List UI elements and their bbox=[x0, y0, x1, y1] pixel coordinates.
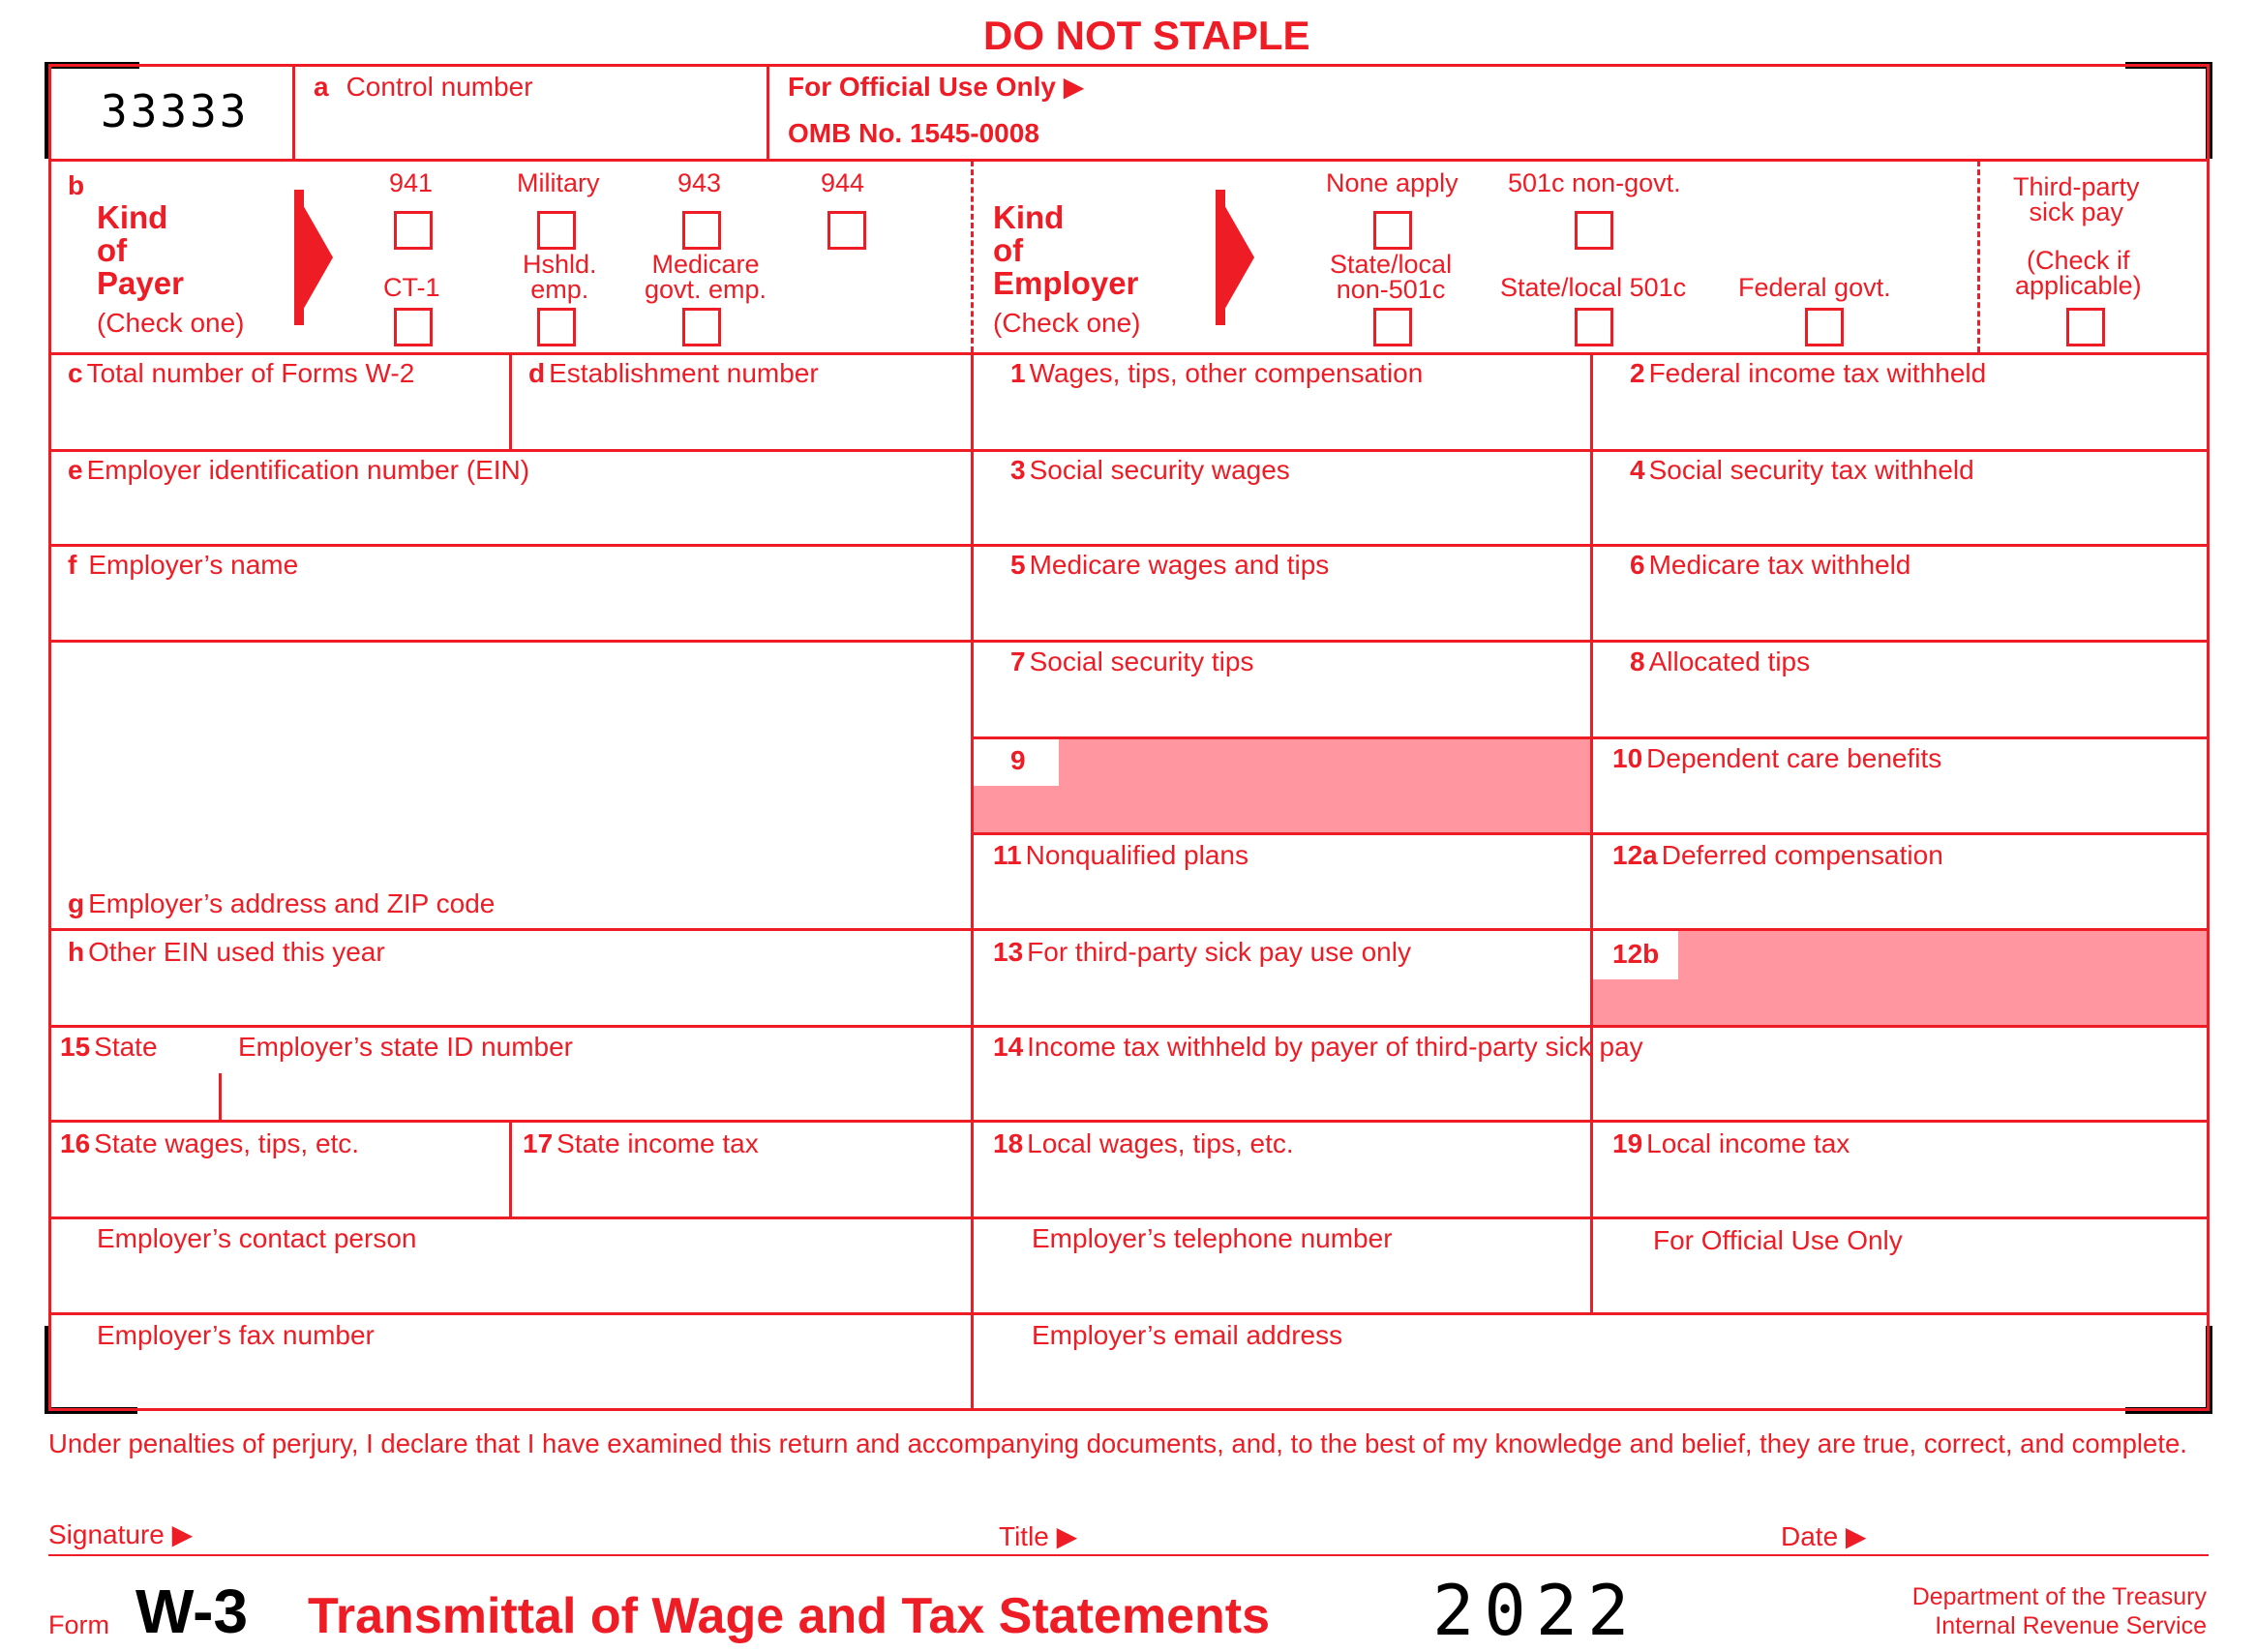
box-14-label: 14 Income tax withheld by payer of third-party sick pay bbox=[993, 1032, 1643, 1062]
contact-person-label: Employer’s contact person bbox=[97, 1223, 417, 1253]
telephone-label: Employer’s telephone number bbox=[1032, 1223, 1393, 1253]
date-label: Date ▶ bbox=[1781, 1521, 1867, 1551]
state-id-field[interactable] bbox=[225, 1065, 968, 1119]
omb-number: OMB No. 1545-0008 bbox=[788, 118, 1039, 148]
tax-year: 2022 bbox=[1432, 1570, 1639, 1651]
employer-check-one: (Check one) bbox=[993, 308, 1141, 338]
box-5-field[interactable] bbox=[976, 583, 1587, 639]
contact-person-field[interactable] bbox=[52, 1256, 968, 1310]
box-16-field[interactable] bbox=[52, 1161, 507, 1216]
employer-501c-label: 501c non-govt. bbox=[1508, 168, 1681, 197]
box-8-field[interactable] bbox=[1595, 679, 2205, 736]
payer-check-one: (Check one) bbox=[97, 308, 245, 338]
treasury-dept: Department of the Treasury bbox=[1911, 1583, 2207, 1610]
third-party-checkbox[interactable] bbox=[2066, 308, 2105, 346]
form-number: W-3 bbox=[135, 1577, 249, 1646]
date-field[interactable] bbox=[1868, 1510, 2207, 1550]
box-c-label: c Total number of Forms W-2 bbox=[68, 358, 415, 388]
box-d-field[interactable] bbox=[513, 391, 968, 447]
box-17-field[interactable] bbox=[513, 1161, 968, 1216]
box-16-label: 16 State wages, tips, etc. bbox=[60, 1128, 360, 1158]
payer-944-checkbox[interactable] bbox=[827, 211, 866, 250]
box-g-field[interactable] bbox=[52, 645, 968, 886]
box-15-label: 15 State bbox=[60, 1032, 158, 1062]
title-field[interactable] bbox=[1094, 1510, 1771, 1550]
payer-941-label: 941 bbox=[389, 168, 434, 197]
box-2-field[interactable] bbox=[1595, 391, 2205, 447]
telephone-field[interactable] bbox=[976, 1256, 1587, 1310]
employer-none-label: None apply bbox=[1326, 168, 1459, 197]
employer-state-label: State/local non-501c bbox=[1330, 250, 1453, 304]
box-d-label: d Establishment number bbox=[528, 358, 819, 388]
box-4-label: 4 Social security tax withheld bbox=[1630, 455, 1974, 485]
box-f-field[interactable] bbox=[52, 583, 968, 639]
box-18-field[interactable] bbox=[976, 1161, 1587, 1216]
box-18-label: 18 Local wages, tips, etc. bbox=[993, 1128, 1294, 1158]
perjury-statement: Under penalties of perjury, I declare that I have examined this return and accompanying documents, and, to the best of my knowledge and belief, they are true, correct, and complete. bbox=[48, 1428, 2187, 1458]
box-11-field[interactable] bbox=[976, 873, 1587, 927]
form-word: Form bbox=[48, 1610, 109, 1639]
box-13-label: 13 For third-party sick pay use only bbox=[993, 937, 1411, 967]
box-12b-label: 12b bbox=[1612, 939, 1660, 969]
employer-state-checkbox[interactable] bbox=[1373, 308, 1412, 346]
box-9-label: 9 bbox=[1010, 745, 1026, 775]
box-19-label: 19 Local income tax bbox=[1612, 1128, 1850, 1158]
box-4-field[interactable] bbox=[1595, 488, 2205, 542]
box-c-field[interactable] bbox=[52, 391, 507, 447]
box-h-field[interactable] bbox=[52, 970, 968, 1024]
signature-field[interactable] bbox=[203, 1510, 978, 1550]
box-7-field[interactable] bbox=[976, 679, 1587, 736]
box-17-label: 17 State income tax bbox=[523, 1128, 759, 1158]
box-b-letter: b bbox=[68, 170, 85, 200]
form-code: 33333 bbox=[101, 85, 250, 137]
signature-label: Signature ▶ bbox=[48, 1519, 194, 1549]
email-field[interactable] bbox=[976, 1353, 2205, 1407]
box-1-label: 1 Wages, tips, other compensation bbox=[1010, 358, 1424, 388]
employer-arrow-body bbox=[1216, 190, 1225, 325]
box-3-field[interactable] bbox=[976, 488, 1587, 542]
kind-of-employer-heading: Kind of Employer bbox=[993, 199, 1139, 301]
payer-military-checkbox[interactable] bbox=[537, 211, 576, 250]
box-15-field[interactable] bbox=[52, 1065, 217, 1119]
box-5-label: 5 Medicare wages and tips bbox=[1010, 550, 1330, 580]
do-not-staple-heading: DO NOT STAPLE bbox=[983, 13, 1310, 58]
employer-none-checkbox[interactable] bbox=[1373, 211, 1412, 250]
box-12a-field[interactable] bbox=[1595, 873, 2205, 927]
box-h-label: h Other EIN used this year bbox=[68, 937, 385, 967]
box-f-label: f Employer’s name bbox=[68, 550, 299, 580]
fax-field[interactable] bbox=[52, 1353, 968, 1407]
control-number-label: a Control number bbox=[314, 72, 533, 102]
payer-hshld-checkbox[interactable] bbox=[537, 308, 576, 346]
payer-941-checkbox[interactable] bbox=[394, 211, 433, 250]
employer-501c-checkbox[interactable] bbox=[1575, 211, 1613, 250]
payer-ct1-checkbox[interactable] bbox=[394, 308, 433, 346]
dashed-divider bbox=[971, 161, 974, 352]
box-2-label: 2 Federal income tax withheld bbox=[1630, 358, 1987, 388]
third-party-label: Third-party sick pay bbox=[2013, 172, 2140, 226]
box-14-field[interactable] bbox=[976, 1065, 2205, 1119]
payer-arrow-body bbox=[294, 190, 304, 325]
box-6-field[interactable] bbox=[1595, 583, 2205, 639]
third-party-check-note: (Check if applicable) bbox=[2015, 246, 2142, 300]
payer-944-label: 944 bbox=[821, 168, 865, 197]
box-3-label: 3 Social security wages bbox=[1010, 455, 1290, 485]
employer-state501c-label: State/local 501c bbox=[1500, 273, 1687, 302]
fax-label: Employer’s fax number bbox=[97, 1320, 375, 1350]
box-1-field[interactable] bbox=[976, 391, 1587, 447]
box-10-label: 10 Dependent care benefits bbox=[1612, 743, 1942, 773]
box-e-label: e Employer identification number (EIN) bbox=[68, 455, 530, 485]
box-9-shaded bbox=[974, 739, 1590, 832]
box-e-field[interactable] bbox=[52, 488, 968, 542]
form-title: Transmittal of Wage and Tax Statements bbox=[308, 1588, 1270, 1644]
title-label: Title ▶ bbox=[999, 1521, 1078, 1551]
box-g-label: g Employer’s address and ZIP code bbox=[68, 888, 496, 918]
box-7-label: 7 Social security tips bbox=[1010, 646, 1254, 676]
payer-medicare-checkbox[interactable] bbox=[682, 308, 721, 346]
payer-medicare-label: Medicare govt. emp. bbox=[645, 250, 767, 304]
payer-943-label: 943 bbox=[677, 168, 722, 197]
box-11-label: 11 Nonqualified plans bbox=[993, 840, 1248, 870]
official-use-only-label: For Official Use Only bbox=[1653, 1225, 1903, 1255]
irs-name: Internal Revenue Service bbox=[1935, 1612, 2207, 1639]
employer-federal-label: Federal govt. bbox=[1738, 273, 1891, 302]
employer-state501c-checkbox[interactable] bbox=[1575, 308, 1613, 346]
payer-hshld-label: Hshld. emp. bbox=[523, 250, 597, 304]
email-label: Employer’s email address bbox=[1032, 1320, 1343, 1350]
box-12b-shaded bbox=[1593, 931, 2207, 1025]
payer-military-label: Military bbox=[517, 168, 600, 197]
kind-of-payer-heading: Kind of Payer bbox=[97, 199, 184, 301]
payer-ct1-label: CT-1 bbox=[383, 273, 440, 302]
box-19-field[interactable] bbox=[1595, 1161, 2205, 1216]
state-id-label: Employer’s state ID number bbox=[238, 1032, 573, 1062]
official-use-label: For Official Use Only ▶ bbox=[788, 72, 1085, 102]
employer-federal-checkbox[interactable] bbox=[1805, 308, 1844, 346]
box-10-field[interactable] bbox=[1595, 776, 2205, 830]
box-8-label: 8 Allocated tips bbox=[1630, 646, 1811, 676]
box-13-field[interactable] bbox=[976, 970, 1587, 1024]
control-number-field[interactable] bbox=[296, 105, 765, 157]
box-6-label: 6 Medicare tax withheld bbox=[1630, 550, 1911, 580]
dashed-divider-third-party bbox=[1977, 161, 1980, 352]
payer-943-checkbox[interactable] bbox=[682, 211, 721, 250]
box-12a-label: 12a Deferred compensation bbox=[1612, 840, 1943, 870]
